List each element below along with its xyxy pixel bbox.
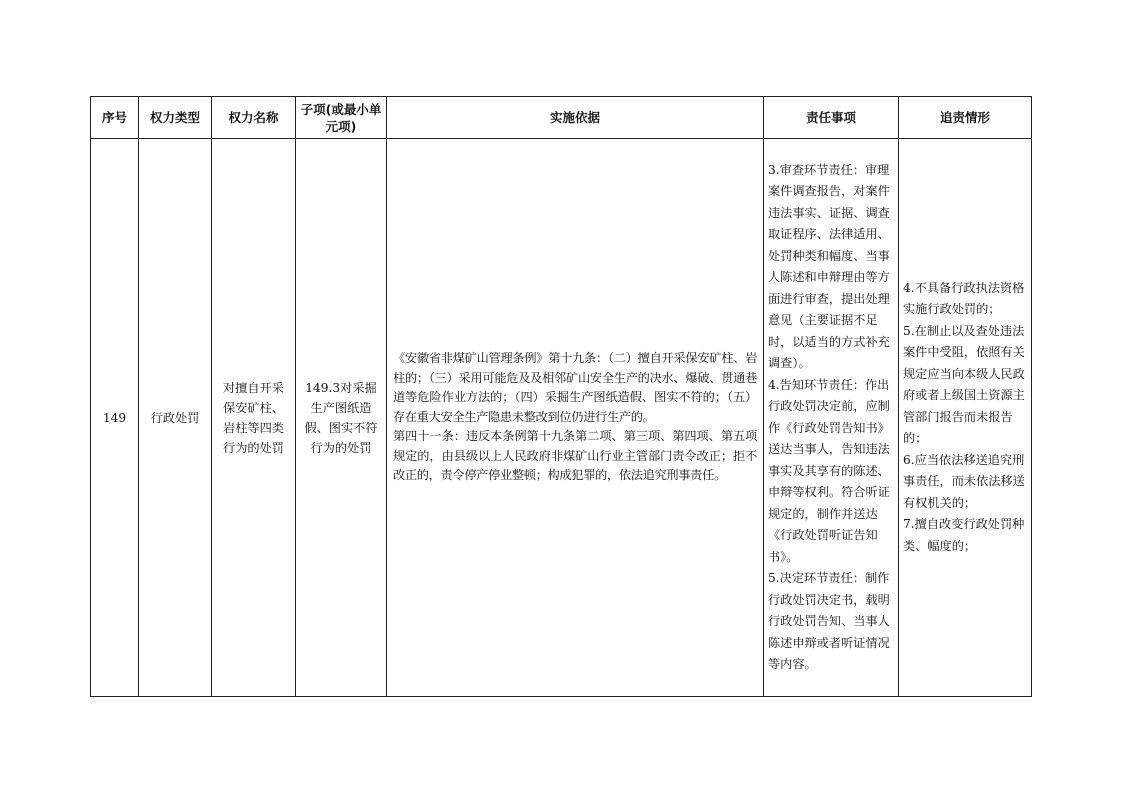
- accountability-item: 4.不具备行政执法资格实施行政处罚的；: [903, 280, 1025, 317]
- power-list-table: [90, 96, 1032, 697]
- cell-basis: [387, 139, 764, 697]
- basis-paragraph: 第四十一条：违反本条例第十九条第二项、第三项、第四项、第五项规定的，由县级以上人民政府非煤矿山行业主管部门责令改正；拒不改正的，责令停产停业整顿；构成犯罪的，依法追究刑事责任。: [393, 429, 757, 483]
- duty-item: 5.决定环节责任：制作行政处罚决定书，载明行政处罚告知、当事人陈述申辩或者听证情况等内容。: [768, 571, 890, 671]
- accountability-item: 7.擅自改变行政处罚种类、幅度的；: [903, 517, 1025, 553]
- table-row: [91, 139, 1032, 697]
- header-basis: 实施依据: [387, 97, 764, 139]
- header-seq: 序号: [91, 97, 139, 139]
- accountability-item: 5.在制止以及查处违法案件中受阻，依照有关规定应当向本级人民政府或者上级国土资源主管部门报告而未报告的；: [903, 323, 1025, 446]
- cell-accountability: [899, 139, 1032, 697]
- duty-item: 3.审查环节责任：审理案件调查报告，对案件违法事实、证据、调查取证程序、法律适用、处罚种类和幅度、当事人陈述和申辩理由等方面进行审查，提出处理意见（主要证据不足时，以适当的方式补充调查）。: [768, 162, 890, 370]
- header-power-type: 权力类型: [139, 97, 212, 139]
- cell-power-type: 行政处罚: [139, 139, 212, 697]
- header-accountability: 追责情形: [899, 97, 1032, 139]
- header-sub-item: 子项(或最小单元项): [296, 97, 387, 139]
- cell-seq: 149: [91, 139, 139, 697]
- accountability-item: 6.应当依法移送追究刑事责任，而未依法移送有权机关的；: [903, 452, 1025, 510]
- cell-duty: [764, 139, 899, 697]
- basis-paragraph: 《安徽省非煤矿山管理条例》第十九条：（二）擅自开采保安矿柱、岩柱的；（三）采用可能危及及相邻矿山安全生产的决水、爆破、贯通巷道等危险作业方法的；（四）采掘生产图纸造假、图实不符的；（五）存在重大安全生产隐患未整改到位仍进行生产的。: [393, 351, 757, 424]
- cell-sub-item: 149.3对采掘生产图纸造假、图实不符行为的处罚: [296, 139, 387, 697]
- duty-item: 4.告知环节责任：作出行政处罚决定前，应制作《行政处罚告知书》送达当事人，告知违法事实及其享有的陈述、申辩等权利。符合听证规定的，制作并送达《行政处罚听证告知书》。: [768, 377, 890, 564]
- header-power-name: 权力名称: [212, 97, 296, 139]
- header-duty: 责任事项: [764, 97, 899, 139]
- header-row: [91, 97, 1032, 139]
- cell-power-name: 对擅自开采保安矿柱、岩柱等四类行为的处罚: [212, 139, 296, 697]
